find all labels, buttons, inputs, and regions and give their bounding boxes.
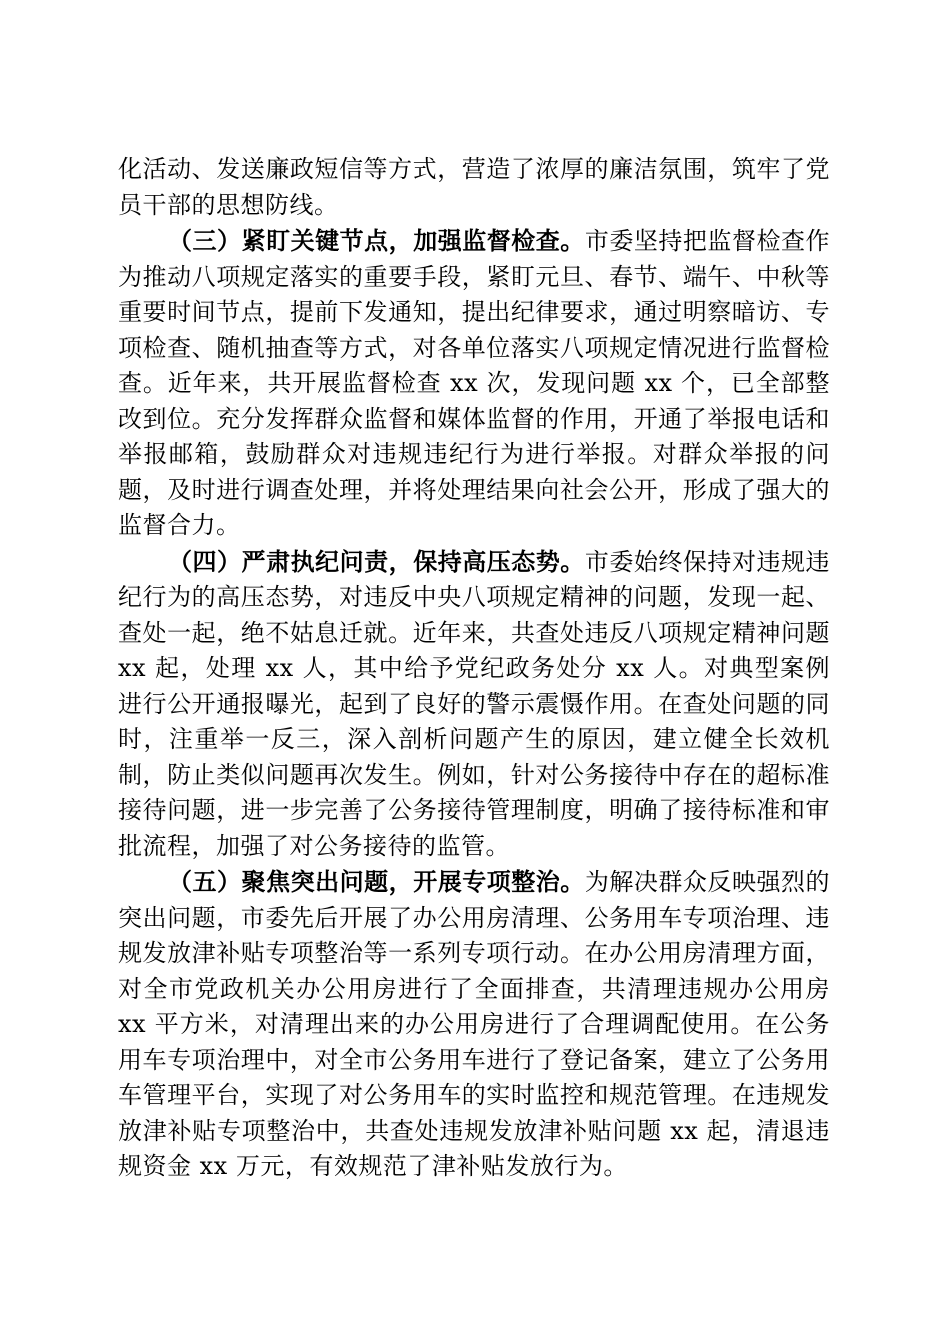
- paragraph-text: 为解决群众反映强烈的突出问题，市委先后开展了办公用房清理、公务用车专项治理、违规发放津补贴专项整治等一系列专项行动。在办公用房清理方面，对全市党政机关办公用房进行了全面排查，共清理违规办公用房 xx 平方米，对清理出来的办公用房进行了合理调配使用。在公务用车专项治理中，对全市公务用车进行了登记备案，建立了公务用车管理平台，实现了对公务用车的实时监控和规范管理。在违规发放津补贴专项整治中，共查处违规发放津补贴问题 xx 起，清退违规资金 xx 万元，有效规范了津补贴发放行为。: [118, 868, 831, 1180]
- paragraph-section-5: [118, 864, 830, 1185]
- paragraph-text: 市委坚持把监督检查作为推动八项规定落实的重要手段，紧盯元旦、春节、端午、中秋等重要时间节点，提前下发通知，提出纪律要求，通过明察暗访、专项检查、随机抽查等方式，对各单位落实八项规定情况进行监督检查。近年来，共开展监督检查 xx 次，发现问题 xx 个，已全部整改到位。充分发挥群众监督和媒体监督的作用，开通了举报电话和举报邮箱，鼓励群众对违规违纪行为进行举报。对群众举报的问题，及时进行调查处理，并将处理结果向社会公开，形成了强大的监督合力。: [118, 227, 831, 539]
- section-heading: （五）聚焦突出问题，开展专项整治。: [168, 867, 585, 896]
- paragraph-section-4: [118, 544, 830, 865]
- section-heading: （三）紧盯关键节点，加强监督检查。: [168, 226, 585, 255]
- paragraph-text: 化活动、发送廉政短信等方式，营造了浓厚的廉洁氛围，筑牢了党员干部的思想防线。: [118, 155, 830, 219]
- paragraph-continuation: [118, 152, 830, 223]
- paragraph-section-3: [118, 223, 830, 544]
- document-body: [118, 152, 830, 1185]
- paragraph-text: 市委始终保持对违规违纪行为的高压态势，对违反中央八项规定精神的问题，发现一起、查处一起，绝不姑息迁就。近年来，共查处违反八项规定精神问题 xx 起，处理 xx 人，其中给予党纪政务处分 xx 人。对典型案例进行公开通报曝光，起到了良好的警示震慑作用。在查处问题的同时，注重举一反三，深入剖析问题产生的原因，建立健全长效机制，防止类似问题再次发生。例如，针对公务接待中存在的超标准接待问题，进一步完善了公务接待管理制度，明确了接待标准和审批流程，加强了对公务接待的监管。: [118, 547, 831, 860]
- section-heading: （四）严肃执纪问责，保持高压态势。: [168, 546, 585, 576]
